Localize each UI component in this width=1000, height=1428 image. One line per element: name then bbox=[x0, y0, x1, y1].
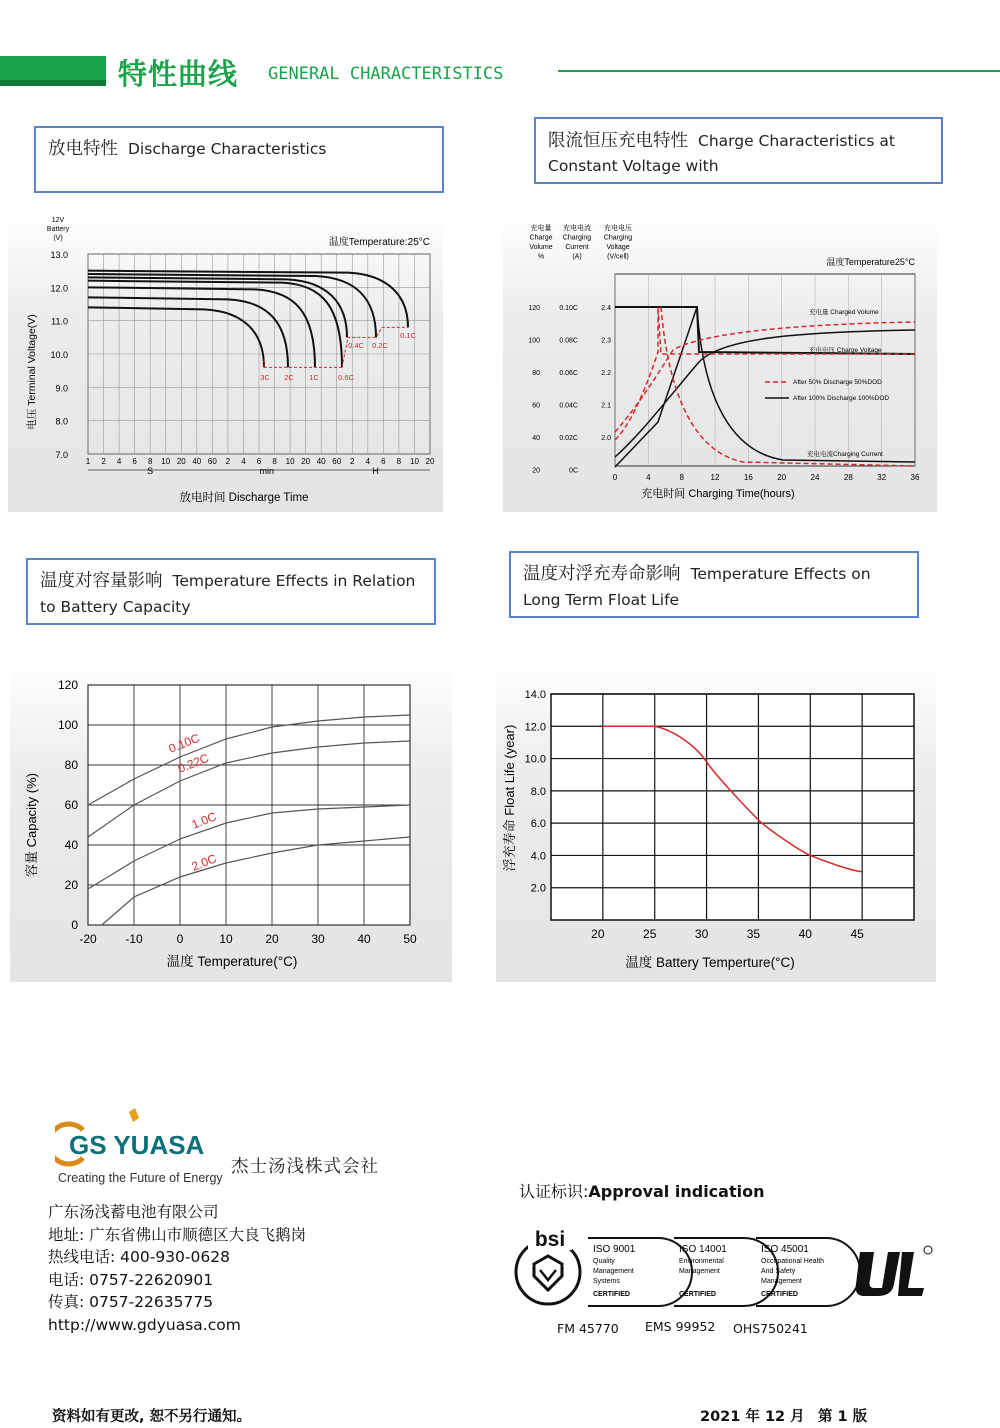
charge-volume-tick: 20 bbox=[532, 467, 540, 475]
capacity-xtick: -20 bbox=[79, 932, 97, 946]
cert-desc-line: Environmental bbox=[679, 1258, 724, 1265]
capacity-ytick: 60 bbox=[64, 798, 78, 812]
capacity-xtick: 30 bbox=[311, 932, 325, 946]
cert-desc-line: Management bbox=[679, 1268, 720, 1275]
charge-curves bbox=[615, 307, 915, 467]
discharge-curve-0.6C bbox=[88, 281, 342, 368]
charge-xtick: 8 bbox=[679, 473, 684, 482]
charge-head-voltage: 充电电压 bbox=[604, 225, 632, 232]
discharge-xtick: 60 bbox=[332, 457, 342, 466]
cert-desc-line: Systems bbox=[593, 1278, 620, 1285]
discharge-caption-box bbox=[34, 126, 444, 193]
charge-annotation-current: 充电电流Charging Current bbox=[807, 451, 883, 458]
discharge-xtick: 60 bbox=[207, 457, 217, 466]
charge-legend-50: After 50% Discharge 50%DOD bbox=[793, 379, 882, 386]
approval-heading-cn: 认证标识: bbox=[519, 1182, 589, 1201]
discharge-xtick: 8 bbox=[396, 457, 402, 466]
discharge-ytick: 10.0 bbox=[50, 350, 68, 360]
page-title-cn: 特性曲线 bbox=[118, 57, 239, 91]
discharge-xtick: 6 bbox=[132, 457, 137, 466]
charge-chart-panel bbox=[503, 212, 937, 512]
cert-iso-label: ISO 14001 bbox=[679, 1244, 727, 1255]
discharge-xtick: 40 bbox=[192, 457, 202, 466]
float-life-xlabel: 温度 Battery Temperture(°C) bbox=[625, 955, 795, 970]
logo-flame-icon bbox=[129, 1108, 139, 1122]
float-life-xtick: 20 bbox=[591, 927, 605, 941]
float-life-caption-box bbox=[509, 551, 919, 618]
charge-current-tick: 0.08C bbox=[559, 337, 578, 345]
charge-voltage-tick: 2.3 bbox=[601, 337, 611, 345]
discharge-xtick: 2 bbox=[101, 457, 106, 466]
capacity-xtick: 0 bbox=[176, 932, 184, 946]
discharge-ytick: 11.0 bbox=[51, 316, 68, 327]
charge-volume-tick: 60 bbox=[532, 402, 540, 410]
company-address: 地址: 广东省佛山市顺德区大良飞鹅岗 bbox=[48, 1225, 307, 1244]
cert-code-ems: EMS 99952 bbox=[645, 1319, 716, 1334]
discharge-xlabel: 放电时间 Discharge Time bbox=[179, 492, 309, 504]
charge-head-current: Current bbox=[565, 244, 589, 251]
charge-current-tick: 0.10C bbox=[559, 305, 578, 312]
discharge-xtick: 20 bbox=[301, 457, 311, 466]
discharge-xtick: 10 bbox=[410, 457, 419, 466]
capacity-xtick: -10 bbox=[125, 932, 143, 946]
charge-head-current: 充电电流 bbox=[563, 225, 591, 232]
discharge-label-1C: 1C bbox=[309, 373, 319, 382]
footer-version: 第 1 版 bbox=[818, 1409, 868, 1425]
discharge-chart-panel bbox=[8, 212, 443, 512]
float-life-ytick: 4.0 bbox=[530, 850, 546, 863]
discharge-unit-1: 12V bbox=[51, 217, 65, 224]
company-phone: 电话: 0757-22620901 bbox=[48, 1270, 214, 1289]
float-life-ytick: 12.0 bbox=[524, 721, 546, 734]
discharge-xunit: min bbox=[259, 466, 275, 476]
float-life-xtick: 40 bbox=[798, 927, 812, 941]
discharge-xtick: 4 bbox=[365, 457, 371, 466]
discharge-label-0.4C: 0.4C bbox=[348, 341, 364, 350]
discharge-label-0.6C: 0.6C bbox=[338, 373, 354, 382]
charge-annotation-volume: 充电量 Charged Volume bbox=[809, 309, 879, 316]
capacity-label-0.22C: 0.22C bbox=[175, 750, 211, 776]
cert-pills bbox=[588, 1238, 860, 1306]
header-green-bar bbox=[0, 56, 106, 86]
company-website[interactable]: http://www.gdyuasa.com bbox=[48, 1315, 241, 1334]
capacity-label-0.10C: 0.10C bbox=[166, 730, 202, 756]
ul-mark-icon bbox=[856, 1246, 932, 1296]
charge-xtick: 4 bbox=[646, 473, 651, 482]
charge-legend bbox=[765, 379, 889, 402]
capacity-label-1.0C: 1.0C bbox=[189, 809, 219, 832]
charge-voltage-tick: 2.4 bbox=[601, 305, 611, 312]
float-life-ytick: 6.0 bbox=[530, 818, 546, 831]
charge-caption-en: Charge Characteristics at Constant Voltage with bbox=[548, 132, 895, 175]
charge-volume-tick: 120 bbox=[528, 305, 540, 312]
float-life-ytick: 8.0 bbox=[530, 785, 546, 798]
company-contact bbox=[48, 1201, 468, 1336]
discharge-unit-3: (V) bbox=[53, 235, 63, 242]
kitemark-inner-icon bbox=[540, 1270, 556, 1280]
ul-u-shape bbox=[856, 1252, 900, 1296]
charge-xtick: 20 bbox=[777, 473, 787, 482]
discharge-xtick: 10 bbox=[285, 457, 295, 466]
charge-volume-tick: 100 bbox=[528, 337, 540, 345]
discharge-xunit: H bbox=[372, 466, 379, 476]
discharge-xtick: 2 bbox=[225, 457, 231, 466]
discharge-xunit: S bbox=[147, 466, 154, 476]
charge-head-voltage: Charging bbox=[603, 234, 633, 242]
charge-current-tick: 0C bbox=[569, 467, 578, 475]
cert-certified-tag: CERTIFIED bbox=[679, 1291, 716, 1298]
discharge-xtick: 1 bbox=[85, 457, 91, 466]
charge-voltage-50 bbox=[615, 307, 915, 440]
float-life-xtick: 25 bbox=[643, 927, 657, 941]
charge-xtick: 12 bbox=[710, 473, 720, 482]
charge-caption-cn: 限流恒压充电特性 bbox=[548, 131, 688, 151]
charge-xtick: 16 bbox=[743, 473, 753, 482]
discharge-curve-3C bbox=[88, 307, 264, 367]
charge-xtick: 24 bbox=[810, 473, 820, 482]
charge-head-current: (A) bbox=[572, 253, 582, 261]
capacity-ytick: 0 bbox=[71, 918, 78, 932]
logo-tagline: Creating the Future of Energy bbox=[58, 1171, 223, 1185]
discharge-x-ticks bbox=[86, 457, 435, 476]
approval-heading bbox=[519, 1179, 764, 1202]
discharge-label-2C: 2C bbox=[284, 373, 294, 382]
capacity-chart bbox=[10, 660, 452, 982]
float-life-ylabel: 浮充寿命 Float Life (year) bbox=[502, 724, 517, 872]
discharge-xtick: 4 bbox=[116, 457, 122, 466]
discharge-xtick: 8 bbox=[272, 457, 277, 466]
company-logo-block bbox=[55, 1104, 435, 1189]
discharge-ylabel: 电压 Terminal Voltage(V) bbox=[26, 314, 38, 430]
cert-iso-label: ISO 45001 bbox=[761, 1244, 809, 1255]
float-life-xtick: 45 bbox=[850, 927, 864, 941]
charge-head-current: Charging bbox=[562, 234, 592, 242]
header-rule bbox=[558, 70, 1000, 72]
discharge-xtick: 2 bbox=[350, 457, 355, 466]
charge-axis-headers bbox=[529, 223, 632, 261]
cert-desc-line: Quality bbox=[593, 1258, 615, 1265]
charge-legend-100: After 100% Discharge 100%DOD bbox=[793, 395, 890, 402]
capacity-ytick: 80 bbox=[64, 758, 78, 772]
temp-capacity-caption-en: Temperature Effects in Relation to Battery Capacity bbox=[40, 572, 416, 616]
approval-heading-en: Approval indication bbox=[588, 1182, 765, 1201]
float-life-ytick: 2.0 bbox=[530, 882, 546, 895]
capacity-label-2.0C: 2.0C bbox=[189, 851, 219, 874]
cert-code-fm: FM 45770 bbox=[557, 1321, 619, 1336]
charge-head-volume: % bbox=[537, 253, 545, 261]
ul-l-shape bbox=[898, 1252, 924, 1296]
capacity-xtick: 20 bbox=[265, 932, 279, 946]
capacity-xlabel: 温度 Temperature(°C) bbox=[166, 954, 298, 969]
charge-chart bbox=[503, 212, 937, 512]
capacity-ytick: 40 bbox=[64, 838, 78, 852]
charge-head-volume: Charge bbox=[529, 234, 553, 242]
float-life-caption-en: Temperature Effects on Long Term Float Life bbox=[523, 565, 871, 609]
company-name-cn: 广东汤浅蓄电池有限公司 bbox=[48, 1203, 219, 1221]
charge-head-volume: Volume bbox=[529, 244, 553, 251]
discharge-ytick: 9.0 bbox=[55, 383, 68, 394]
cert-code-ohs: OHS750241 bbox=[733, 1321, 808, 1336]
cert-desc-line: Management bbox=[593, 1268, 634, 1275]
temp-capacity-caption-box bbox=[26, 558, 436, 625]
cert-certified-tag: CERTIFIED bbox=[761, 1291, 798, 1298]
discharge-grid bbox=[88, 254, 430, 454]
capacity-grid bbox=[88, 685, 410, 925]
company-name-jp: 杰士汤浅株式会社 bbox=[231, 1156, 379, 1176]
float-life-caption-cn: 温度对浮充寿命影响 bbox=[523, 564, 681, 584]
company-fax: 传真: 0757-22635775 bbox=[48, 1293, 214, 1311]
float-life-xtick: 35 bbox=[746, 927, 761, 941]
discharge-unit-2: Battery bbox=[46, 226, 70, 233]
bsi-label: bsi bbox=[534, 1228, 566, 1251]
discharge-xtick: 4 bbox=[241, 457, 246, 466]
cert-iso-label: ISO 9001 bbox=[593, 1244, 636, 1255]
discharge-caption-en: Discharge Characteristics bbox=[128, 140, 327, 158]
cert-certified-tag: CERTIFIED bbox=[593, 1291, 630, 1298]
float-life-xtick: 30 bbox=[694, 927, 709, 941]
discharge-caption-cn: 放电特性 bbox=[48, 139, 118, 159]
charge-volume-tick: 80 bbox=[532, 370, 540, 377]
charge-xlabel: 充电时间 Charging Time(hours) bbox=[641, 488, 795, 500]
charge-xtick: 0 bbox=[612, 473, 618, 482]
charge-head-voltage: Voltage bbox=[606, 244, 630, 251]
charge-current-tick: 0.04C bbox=[559, 402, 578, 410]
capacity-ylabel: 容量 Capacity (%) bbox=[24, 772, 39, 878]
discharge-label-0.2C: 0.2C bbox=[372, 341, 388, 350]
float-life-chart bbox=[496, 660, 936, 982]
capacity-xtick: 10 bbox=[219, 932, 233, 946]
gs-yuasa-logo bbox=[55, 1104, 435, 1189]
charge-voltage-tick: 2.0 bbox=[601, 435, 611, 442]
charge-xtick: 36 bbox=[910, 473, 920, 482]
cert-desc-line: Management bbox=[761, 1278, 802, 1285]
discharge-label-3C: 3C bbox=[260, 373, 270, 382]
capacity-xtick: 50 bbox=[403, 932, 417, 946]
discharge-xtick: 8 bbox=[147, 457, 153, 466]
discharge-title: 温度Temperature:25°C bbox=[328, 237, 430, 248]
footer-date: 2021 年 12 月 bbox=[700, 1409, 805, 1425]
discharge-ytick: 12.0 bbox=[50, 283, 68, 294]
discharge-curve-0.2C bbox=[88, 274, 376, 337]
charge-voltage-tick: 2.1 bbox=[601, 402, 611, 410]
page-title-en: GENERAL CHARACTERISTICS bbox=[268, 64, 504, 84]
discharge-ytick: 7.0 bbox=[55, 450, 68, 460]
charge-current-tick: 0.06C bbox=[559, 370, 578, 377]
charge-head-volume: 充电量 bbox=[530, 225, 552, 232]
charge-current-tick: 0.02C bbox=[559, 435, 578, 442]
discharge-chart bbox=[8, 212, 443, 512]
charge-caption-box bbox=[534, 117, 943, 184]
charge-xtick: 32 bbox=[877, 473, 887, 482]
discharge-y-ticks bbox=[50, 250, 68, 460]
temp-capacity-caption-cn: 温度对容量影响 bbox=[40, 571, 163, 591]
charge-voltage-tick: 2.2 bbox=[601, 370, 611, 377]
logo-text: GS YUASA bbox=[69, 1130, 205, 1160]
discharge-ytick: 8.0 bbox=[55, 416, 68, 427]
cert-desc-line: And Safety bbox=[761, 1268, 796, 1275]
charge-title: 温度Temperature25°C bbox=[826, 257, 915, 267]
footer-disclaimer: 资料如有更改, 恕不另行通知。 bbox=[52, 1409, 252, 1425]
discharge-label-0.1C: 0.1C bbox=[400, 331, 416, 340]
float-life-ytick: 10.0 bbox=[524, 753, 546, 766]
discharge-xtick: 6 bbox=[256, 457, 262, 466]
charge-annotation-voltage: 充电电压 Charge Voltage bbox=[809, 347, 882, 354]
capacity-ytick: 120 bbox=[57, 678, 78, 692]
discharge-xtick: 20 bbox=[176, 457, 186, 466]
float-life-ytick: 14.0 bbox=[524, 689, 546, 701]
capacity-chart-panel bbox=[10, 660, 452, 982]
cert-desc-line: Occupational Health bbox=[761, 1258, 825, 1265]
charge-volume-tick: 40 bbox=[532, 435, 540, 442]
capacity-xtick: 40 bbox=[357, 932, 371, 946]
capacity-ytick: 20 bbox=[64, 878, 78, 892]
charge-xtick: 28 bbox=[843, 473, 853, 482]
float-life-chart-panel bbox=[496, 660, 936, 982]
ul-registered-icon bbox=[924, 1246, 932, 1254]
float-life-grid bbox=[551, 694, 914, 920]
discharge-xtick: 40 bbox=[316, 457, 326, 466]
float-life-frame bbox=[551, 694, 914, 920]
company-hotline: 热线电话: 400-930-0628 bbox=[48, 1248, 230, 1266]
capacity-ytick: 100 bbox=[57, 718, 78, 732]
discharge-xtick: 10 bbox=[161, 457, 171, 466]
discharge-xtick: 6 bbox=[381, 457, 386, 466]
charge-head-voltage: (V/cell) bbox=[607, 253, 629, 261]
discharge-xtick: 20 bbox=[425, 457, 435, 466]
discharge-ytick: 13.0 bbox=[50, 250, 68, 260]
bsi-kitemark-icon bbox=[534, 1256, 562, 1290]
